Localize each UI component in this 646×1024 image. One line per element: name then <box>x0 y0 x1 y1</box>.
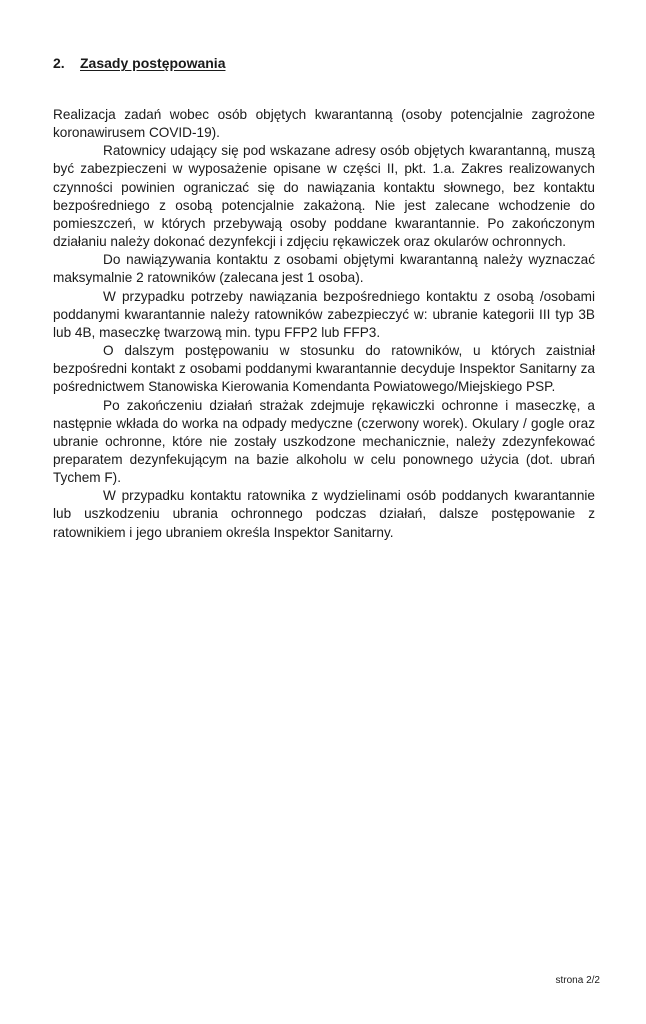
page-number: strona 2/2 <box>555 975 600 986</box>
paragraph-direct-contact: W przypadku potrzeby nawiązania bezpośredniego kontaktu z osobą /osobami poddanymi kwarantannie należy ratowników zabezpieczyć w: ubranie kategorii III typ 3B lub 4B, maseczkę twarzową min. typu FFP2 lub FFP3. <box>53 288 595 340</box>
paragraph-after-action: Po zakończeniu działań strażak zdejmuje rękawiczki ochronne i maseczkę, a następnie wkłada do worka na odpady medyczne (czerwony worek). Okulary / gogle oraz ubranie ochronne, które nie zostały uszkodzone mechanicznie, należy zdezynfekować preparatem dezynfekującym na bazie alkoholu w celu ponownego użycia (dot. ubrań Tychem F). <box>53 397 595 486</box>
section-number: 2. <box>53 55 65 71</box>
paragraph-further-procedure: O dalszym postępowaniu w stosunku do ratowników, u których zaistniał bezpośredni kontakt z osobami poddanymi kwarantannie decyduje Inspektor Sanitarny za pośrednictwem Stanowiska Kierowania Komendanta Powiatowego/Miejskiego PSP. <box>53 343 595 395</box>
paragraph-rescuer-count: Do nawiązywania kontaktu z osobami objętymi kwarantanną należy wyznaczać maksymalnie 2 ratowników (zalecana jest 1 osoba). <box>53 252 595 286</box>
document-body <box>53 106 595 542</box>
paragraph-equipment: Ratownicy udający się pod wskazane adresy osób objętych kwarantanną, muszą być zabezpieczeni w wyposażenie opisane w części II, pkt. 1.a. Zakres realizowanych czynności powinien ograniczać się do nawiązania kontaktu słownego, bez kontaktu bezpośredniego z osobą potencjalnie zakażoną. Nie jest zalecane wchodzenie do pomieszczeń, w których przebywają osoby poddane kwarantannie. Po zakończonym działaniu należy dokonać dezynfekcji i zdjęciu rękawiczek oraz okularów ochronnych. <box>53 143 595 250</box>
section-heading <box>53 54 225 72</box>
paragraph-contamination: W przypadku kontaktu ratownika z wydzielinami osób poddanych kwarantannie lub uszkodzeniu ubrania ochronnego podczas działań, dalsze postępowanie z ratownikiem i jego ubraniem określa Inspektor Sanitarny. <box>53 488 595 540</box>
paragraph-intro: Realizacja zadań wobec osób objętych kwarantanną (osoby potencjalnie zagrożone koronawirusem COVID-19). <box>53 107 595 141</box>
section-title: Zasady postępowania <box>80 55 226 71</box>
